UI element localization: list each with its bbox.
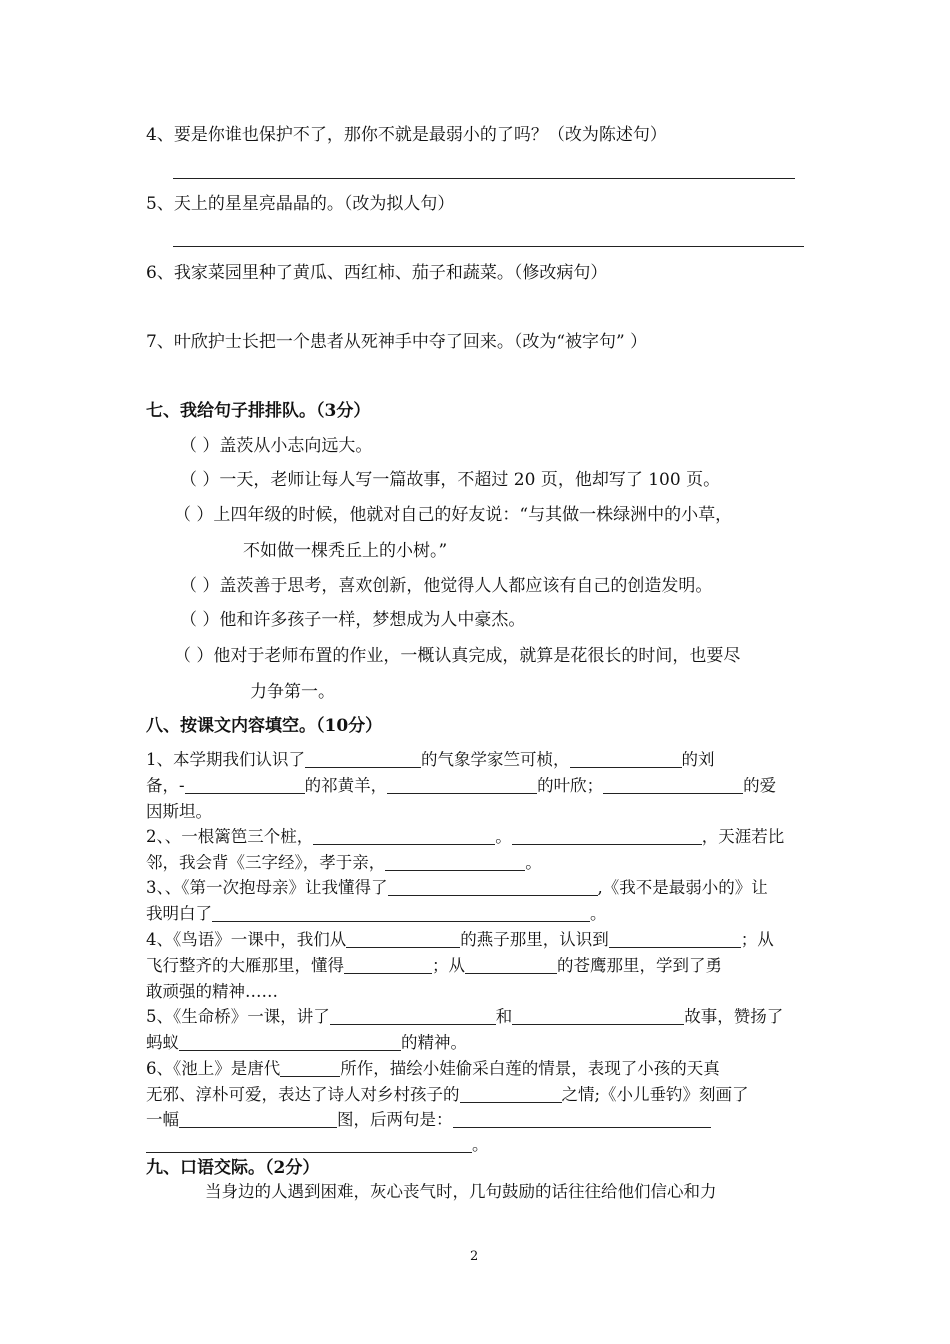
blank[interactable] bbox=[570, 753, 682, 768]
fill-line-15: 一幅 图，后两句是： bbox=[146, 1112, 711, 1129]
blank[interactable] bbox=[609, 933, 741, 948]
blank[interactable] bbox=[460, 1088, 562, 1103]
fill-line-14: 无邪、淳朴可爱，表达了诗人对乡村孩子的 之情;《小儿垂钓》刻画了 bbox=[146, 1085, 749, 1104]
fill-line-5: 邻，我会背《三字经》，孝于亲， 。 bbox=[146, 853, 542, 872]
blank[interactable] bbox=[179, 1113, 337, 1128]
fill-line-13: 6、《池上》是唐代 所作，描绘小娃偷采白莲的情景，表现了小孩的天真 bbox=[146, 1059, 720, 1078]
order-item-3[interactable]: （ ）上四年级的时候，他就对自己的好友说：“与其做一株绿洲中的小草， bbox=[174, 505, 733, 525]
page-number: 2 bbox=[470, 1249, 479, 1264]
blank[interactable] bbox=[179, 1036, 401, 1051]
blank[interactable] bbox=[146, 1138, 472, 1153]
order-item-1[interactable]: （ ）盖茨从小志向远大。 bbox=[180, 436, 373, 456]
question-5: 5、天上的星星亮晶晶的。（改为拟人句） bbox=[146, 194, 455, 214]
order-item-6[interactable]: （ ）他对于老师布置的作业，一概认真完成，就算是花很长的时间，也要尽 bbox=[174, 646, 741, 666]
blank[interactable] bbox=[465, 959, 557, 974]
order-item-3-cont: 不如做一棵秃丘上的小树。” bbox=[243, 541, 448, 561]
question-7: 7、叶欣护士长把一个患者从死神手中夺了回来。（改为“被字句” ） bbox=[146, 332, 648, 352]
order-item-4[interactable]: （ ）盖茨善于思考，喜欢创新，他觉得人人都应该有自己的创造发明。 bbox=[180, 576, 713, 596]
section-9-heading: 九、口语交际。（2分） bbox=[146, 1158, 320, 1178]
fill-line-3: 因斯坦。 bbox=[146, 802, 212, 821]
fill-line-1: 1、本学期我们认识了 的气象学家竺可桢， 的刘 bbox=[146, 750, 715, 769]
fill-line-11: 5、《生命桥》一课，讲了 和 故事，赞扬了 bbox=[146, 1007, 784, 1026]
order-item-2[interactable]: （ ）一天，老师让每人写一篇故事，不超过 20 页，他却写了 100 页。 bbox=[180, 470, 721, 490]
blank[interactable] bbox=[512, 830, 702, 845]
section-8-heading: 八、按课文内容填空。（10分） bbox=[146, 716, 383, 736]
blank[interactable] bbox=[453, 1113, 711, 1128]
blank[interactable] bbox=[212, 907, 590, 922]
blank[interactable] bbox=[313, 830, 495, 845]
fill-line-6: 3、、《第一次抱母亲》让我懂得了 ,《我不是最弱小的》让 bbox=[146, 878, 768, 897]
fill-line-8: 4、《鸟语》一课中，我们从 的燕子那里，认识到 ；从 bbox=[146, 930, 774, 949]
section-7-heading: 七、我给句子排排队。（3分） bbox=[146, 401, 371, 421]
question-4: 4、要是你谁也保护不了，那你不就是最弱小的了吗？（改为陈述句） bbox=[146, 125, 667, 145]
section-9-body: 当身边的人遇到困难，灰心丧气时，几句鼓励的话往往给他们信心和力 bbox=[205, 1182, 717, 1201]
blank[interactable] bbox=[305, 753, 421, 768]
blank[interactable] bbox=[512, 1010, 684, 1025]
answer-line-q4[interactable] bbox=[173, 178, 795, 179]
fill-line-12: 蚂蚁 的精神。 bbox=[146, 1033, 467, 1052]
order-item-5[interactable]: （ ）他和许多孩子一样，梦想成为人中豪杰。 bbox=[180, 610, 526, 630]
question-6: 6、我家菜园里种了黄瓜、西红柿、茄子和蔬菜。（修改病句） bbox=[146, 263, 608, 283]
blank[interactable] bbox=[344, 959, 432, 974]
blank[interactable] bbox=[388, 881, 598, 896]
blank[interactable] bbox=[385, 856, 525, 871]
fill-line-9: 飞行整齐的大雁那里，懂得 ；从 的苍鹰那里，学到了勇 bbox=[146, 956, 722, 975]
answer-line-q5[interactable] bbox=[173, 246, 804, 247]
blank[interactable] bbox=[330, 1010, 496, 1025]
order-item-6-cont: 力争第一。 bbox=[250, 682, 335, 702]
fill-line-4: 2、、一根篱笆三个桩， 。 ，天涯若比 bbox=[146, 827, 785, 846]
fill-line-16: 。 bbox=[146, 1137, 489, 1154]
fill-line-7: 我明白了 。 bbox=[146, 904, 607, 923]
blank[interactable] bbox=[387, 779, 537, 794]
fill-line-2: 备，- 的祁黄羊， 的叶欣； 的爱 bbox=[146, 776, 777, 795]
blank[interactable] bbox=[185, 779, 305, 794]
fill-line-10: 敢顽强的精神…… bbox=[146, 982, 278, 1001]
blank[interactable] bbox=[280, 1062, 340, 1077]
blank[interactable] bbox=[346, 933, 460, 948]
blank[interactable] bbox=[603, 779, 743, 794]
